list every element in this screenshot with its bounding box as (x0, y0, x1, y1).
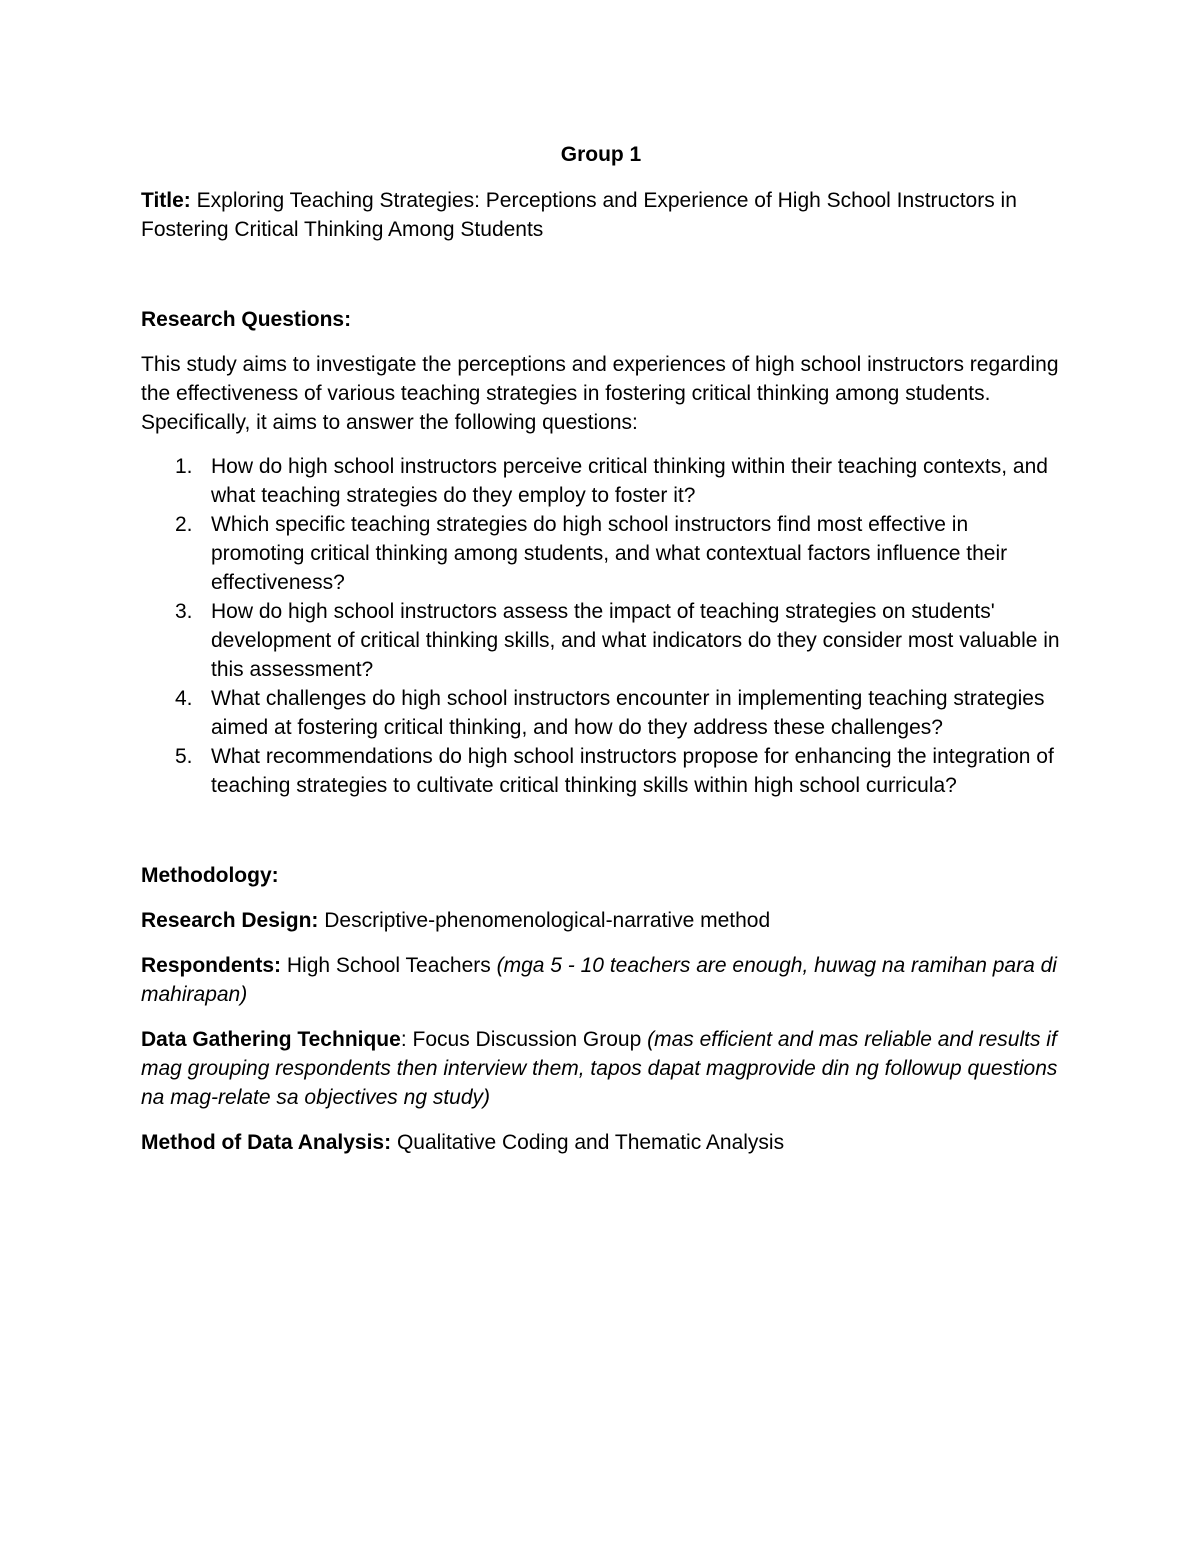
intro-paragraph: This study aims to investigate the perceptions and experiences of high school instructors regarding the effectiveness of various teaching strategies in fostering critical thinking among students. Specifically, it aims to answer the following questions: (141, 353, 1059, 434)
question-item (141, 742, 1061, 800)
question-number: 3. (175, 600, 193, 623)
question-number: 1. (175, 455, 193, 478)
question-item (141, 684, 1061, 742)
question-number: 5. (175, 745, 193, 768)
research-design-item (141, 906, 1061, 935)
document-page (141, 140, 1061, 1173)
question-text: Which specific teaching strategies do high school instructors find most effective in promoting critical thinking among students, and what contextual factors influence their effectiveness? (211, 513, 1008, 594)
question-text: What recommendations do high school instructors propose for enhancing the integration of teaching strategies to cultivate critical thinking skills within high school curricula? (211, 745, 1054, 797)
respondents-value: High School Teachers (286, 954, 491, 977)
question-item (141, 597, 1061, 684)
question-text: How do high school instructors assess the impact of teaching strategies on students' development of critical thinking skills, and what indicators do they consider most valuable in this assessment? (211, 600, 1060, 681)
data-gathering-item (141, 1025, 1061, 1112)
data-gathering-value: Focus Discussion Group (412, 1028, 642, 1051)
respondents-item (141, 951, 1061, 1009)
section-spacer (141, 800, 1061, 861)
data-analysis-value: Qualitative Coding and Thematic Analysis (396, 1131, 785, 1154)
research-design-value: Descriptive-phenomenological-narrative method (324, 909, 771, 932)
research-design-label: Research Design: (141, 909, 319, 932)
respondents-note: (mga 5 - 10 teachers are enough, huwag na ramihan para di mahirapan) (141, 954, 1057, 1006)
title-text: Exploring Teaching Strategies: Perceptions and Experience of High School Instructors in Fostering Critical Thinking Among Students (141, 189, 1017, 241)
data-analysis-item (141, 1128, 1061, 1157)
data-gathering-separator: : (400, 1028, 407, 1051)
research-questions-list (141, 452, 1061, 800)
data-gathering-label: Data Gathering Technique (141, 1028, 401, 1051)
group-heading: Group 1 (560, 143, 642, 166)
question-text: How do high school instructors perceive critical thinking within their teaching contexts, and what teaching strategies do they employ to foster it? (211, 455, 1048, 507)
question-number: 2. (175, 513, 193, 536)
respondents-label: Respondents: (141, 954, 282, 977)
data-analysis-label: Method of Data Analysis: (141, 1131, 392, 1154)
research-questions-heading: Research Questions: (141, 308, 352, 331)
question-item (141, 510, 1061, 597)
data-gathering-note: (mas efficient and mas reliable and results if mag grouping respondents then interview them, tapos dapat magprovide din ng followup questions na mag-relate sa objectives ng study) (141, 1028, 1058, 1109)
title-paragraph (141, 186, 1061, 244)
question-item (141, 452, 1061, 510)
title-label: Title: (141, 189, 191, 212)
question-number: 4. (175, 687, 193, 710)
methodology-heading: Methodology: (141, 864, 279, 887)
question-text: What challenges do high school instructors encounter in implementing teaching strategies aimed at fostering critical thinking, and how do they address these challenges? (211, 687, 1045, 739)
